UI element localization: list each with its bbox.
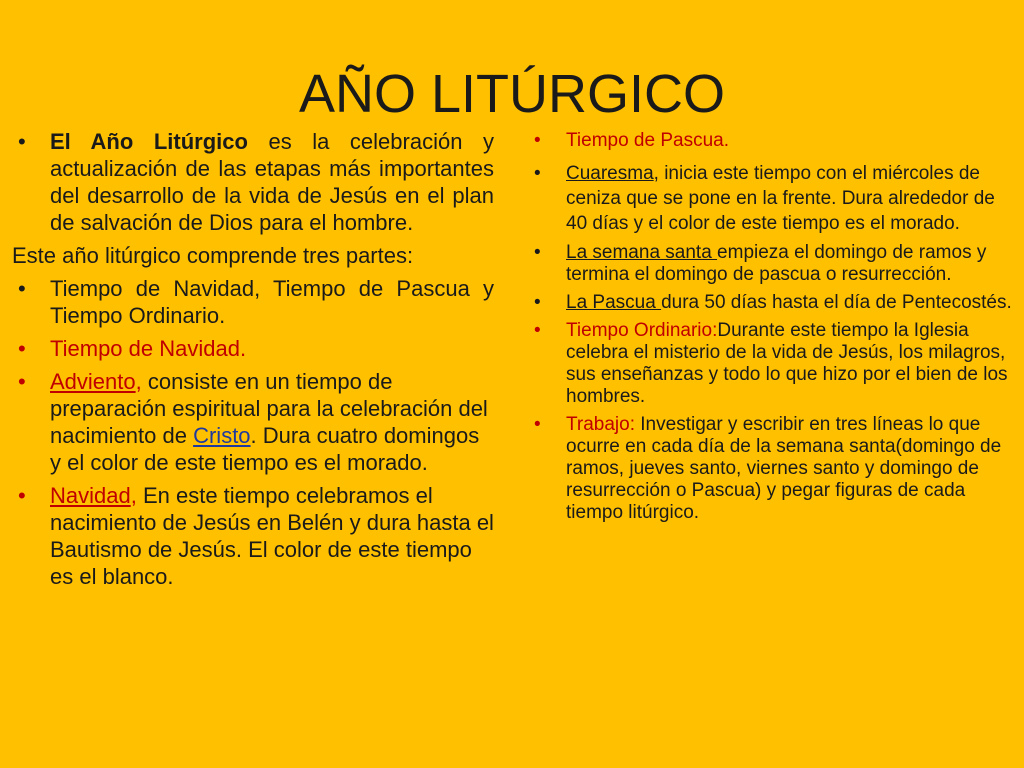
bullet-tiempo-ordinario [528, 320, 1012, 408]
bullet-adviento [12, 368, 494, 476]
left-column [12, 128, 494, 590]
term-navidad: Navidad [50, 483, 131, 508]
link-cristo[interactable]: Cristo [193, 423, 251, 448]
bullet-three-parts [12, 275, 494, 329]
bullet-mark: • [534, 163, 541, 184]
bullet-mark: • [18, 276, 26, 301]
bullet-mark: • [18, 483, 26, 508]
bullet-mark: • [534, 414, 541, 435]
term-trabajo: Trabajo: [566, 414, 635, 435]
trabajo-text: Investigar y escribir en tres líneas lo que ocurre en cada día de la semana santa(domingo de ramos, jueves santo, viernes santo y domingo de resurrección o Pascua) y pegar figuras de cada tiempo litúrgico. [566, 414, 1002, 523]
bullet-mark: • [534, 130, 541, 151]
navidad-comma: , [130, 483, 137, 508]
adviento-comma: , [135, 369, 142, 394]
bullet-navidad [12, 482, 494, 590]
parts-intro: Este año litúrgico comprende tres partes: [12, 243, 414, 268]
definition-text: es la celebración y actualización de las etapas más importantes del desarrollo de la vida de Jesús en el plan de salvación de Dios para el hombre. [50, 129, 494, 235]
tiempo-navidad-heading: Tiempo de Navidad. [50, 336, 247, 361]
bullet-pascua [528, 292, 1012, 314]
bullet-trabajo [528, 414, 1012, 524]
pascua-text: dura 50 días hasta el día de Pentecostés. [661, 292, 1012, 313]
bullet-tiempo-pascua [528, 128, 1012, 153]
slide-title: AÑO LITÚRGICO [298, 64, 726, 124]
semana-santa-text: empieza el domingo de ramos y termina el domingo de pascua o resurrección. [566, 242, 987, 285]
navidad-text: En este tiempo celebramos el nacimiento de Jesús en Belén y dura hasta el Bautismo de Jesús. El color de este tiempo es el blanco. [50, 483, 494, 589]
bullet-semana-santa [528, 242, 1012, 286]
bullet-mark: • [534, 292, 541, 313]
term-tiempo-ordinario: Tiempo Ordinario: [566, 320, 718, 341]
right-column [528, 128, 1012, 524]
bullet-mark: • [18, 369, 26, 394]
term-adviento: Adviento [50, 369, 136, 394]
term-semana-santa: La semana santa [566, 242, 718, 263]
tiempo-ordinario-text: Durante este tiempo la Iglesia celebra el misterio de la vida de Jesús, los milagros, sus enseñanzas y todo lo que hizo por el bien de los hombres. [566, 320, 1008, 407]
bullet-mark: • [18, 129, 26, 154]
bullet-tiempo-navidad [12, 335, 494, 362]
adviento-text-a: consiste en un tiempo de preparación espiritual para la celebración del nacimiento de [50, 369, 488, 448]
bullet-mark: • [18, 336, 26, 361]
three-parts-text: Tiempo de Navidad, Tiempo de Pascua y Tiempo Ordinario. [50, 276, 494, 328]
term-cuaresma: Cuaresma [566, 163, 654, 184]
cuaresma-text: , inicia este tiempo con el miércoles de ceniza que se pone en la frente. Dura alrededor de 40 días y el color de este tiempo es el morado. [566, 163, 995, 234]
bullet-mark: • [534, 320, 541, 341]
term-ano-liturgico: El Año Litúrgico [50, 129, 248, 154]
tiempo-pascua-heading: Tiempo de Pascua. [566, 130, 729, 151]
bullet-mark: • [534, 242, 541, 263]
adviento-text-b: . Dura cuatro domingos y el color de este tiempo es el morado. [50, 423, 480, 475]
bullet-definition [12, 128, 494, 236]
bullet-cuaresma [528, 161, 1012, 236]
term-pascua: La Pascua [566, 292, 662, 313]
